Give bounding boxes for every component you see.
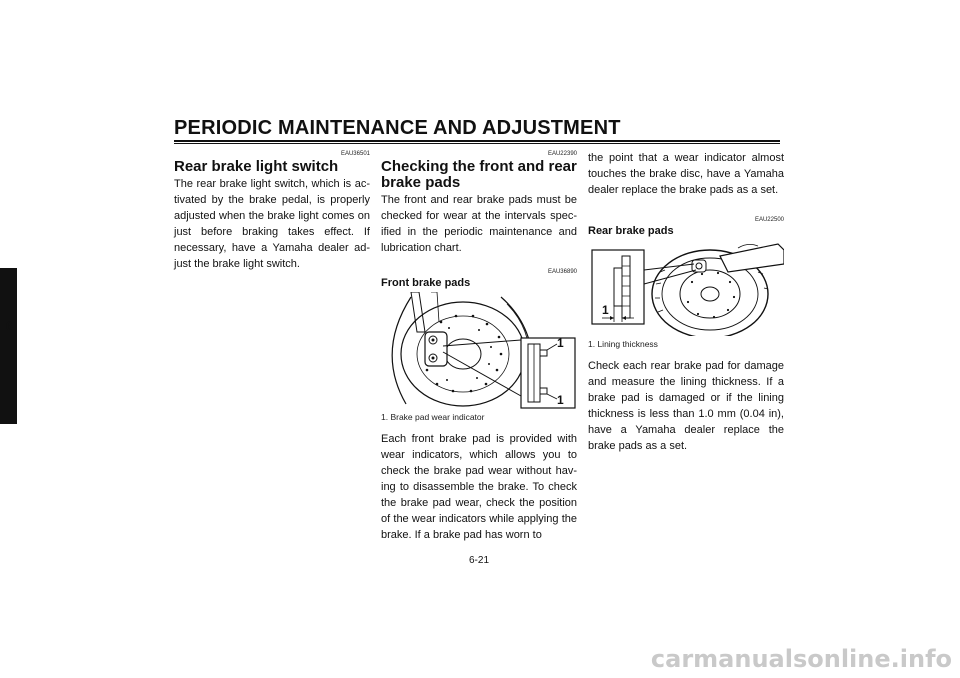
header-rule bbox=[174, 140, 780, 142]
chapter-side-tab bbox=[0, 268, 17, 424]
column-left bbox=[174, 150, 370, 272]
section-body-continued: the point that a wear indicator almost touches the brake disc, have a Yamaha dealer replace the brake pads as a set. bbox=[588, 152, 784, 196]
page-number: 6-21 bbox=[469, 555, 490, 566]
section-title-rear-brake-light-switch: Rear brake light switch bbox=[174, 158, 339, 175]
column-right bbox=[588, 150, 784, 454]
section-code: EAU22390 bbox=[547, 151, 577, 157]
figure-caption: 1. Lining thickness bbox=[588, 339, 658, 349]
section-body: The rear brake light switch, which is ac-tivated by the brake pedal, is properly adjusted when the brake light comes on just before braking takes effect. If necessary, have a Yamaha dealer ad-just the brake light switch. bbox=[174, 178, 370, 270]
subsection-code: EAU36890 bbox=[547, 269, 577, 275]
header-rule-thin bbox=[174, 143, 780, 144]
figure-caption: 1. Brake pad wear indicator bbox=[381, 412, 485, 422]
column-middle bbox=[381, 150, 577, 543]
page-header-title: PERIODIC MAINTENANCE AND ADJUSTMENT bbox=[174, 117, 621, 139]
front-brake-pad-illustration bbox=[381, 292, 577, 409]
callout-number: 1 bbox=[557, 393, 564, 407]
subsection-title-front-brake-pads: Front brake pads bbox=[381, 277, 471, 289]
watermark: carmanualsonline.info bbox=[650, 645, 952, 673]
subsection-title-rear-brake-pads: Rear brake pads bbox=[588, 225, 674, 237]
section-body: Check each rear brake pad for damage and measure the lining thickness. If a brake pad is damaged or if the lining thickness is less than 1.0 mm (0.04 in), have a Yamaha dealer replace the brake pads as a set. bbox=[588, 360, 784, 452]
section-body: The front and rear brake pads must be checked for wear at the intervals spec-ified in the periodic maintenance and lubrication chart. bbox=[381, 194, 577, 254]
chapter-number: 6 bbox=[6, 319, 13, 333]
section-title-brake-pads: Checking the front and rear brake pads bbox=[381, 158, 577, 191]
rear-brake-pad-illustration bbox=[588, 242, 784, 336]
section-code: EAU36501 bbox=[340, 151, 370, 157]
section-body: Each front brake pad is provided with wear indicators, which allows you to check the brake pad wear without hav-ing to disassemble the brake. To check the brake pad wear, check the position of the wear indicators while applying the brake. If a brake pad has worn to bbox=[381, 433, 577, 541]
callout-number: 1 bbox=[557, 336, 564, 350]
callout-number: 1 bbox=[602, 303, 609, 317]
subsection-code: EAU22500 bbox=[754, 217, 784, 223]
